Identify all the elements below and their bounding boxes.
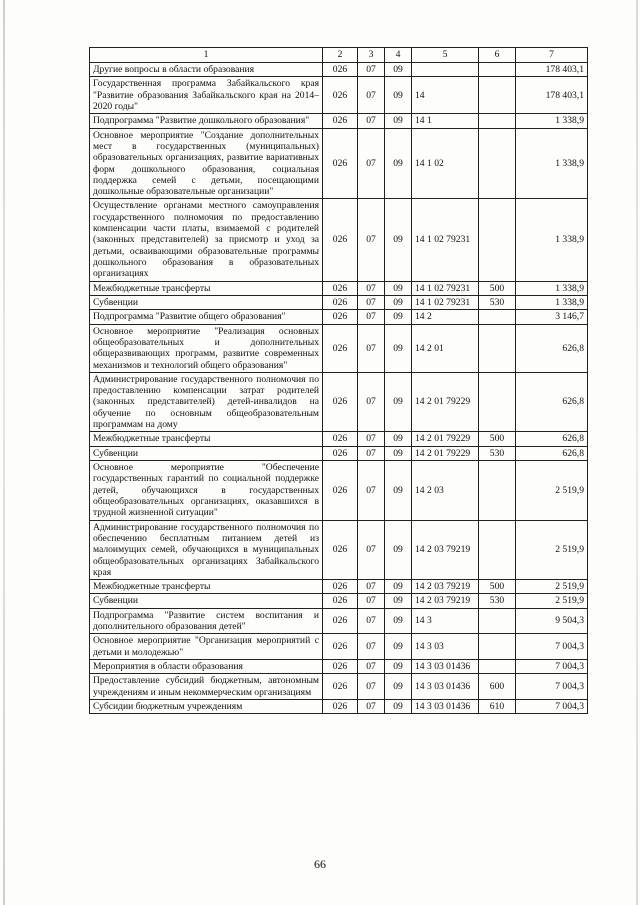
- table-row: [90, 699, 588, 713]
- subsection-code-cell: 09: [385, 281, 412, 295]
- expense-type-cell: 530: [479, 295, 516, 309]
- grbs-code-cell: 026: [323, 114, 358, 128]
- table-row: [90, 520, 588, 580]
- grbs-code-cell: 026: [323, 699, 358, 713]
- section-code-cell: 07: [358, 520, 385, 580]
- table-row: [90, 63, 588, 77]
- section-code-cell: 07: [358, 114, 385, 128]
- grbs-code-cell: 026: [323, 660, 358, 674]
- target-article-cell: 14 2 03 79219: [412, 594, 479, 608]
- row-name-cell: Государственная программа Забайкальского края "Развитие образования Забайкальского края на 2014–2020 годы": [90, 77, 323, 114]
- table-row: [90, 310, 588, 324]
- grbs-code-cell: 026: [323, 634, 358, 660]
- grbs-code-cell: 026: [323, 461, 358, 521]
- row-name-cell: Основное мероприятие "Организация мероприятий с детьми и молодежью": [90, 634, 323, 660]
- grbs-code-cell: 026: [323, 432, 358, 446]
- row-name-cell: Субвенции: [90, 594, 323, 608]
- section-code-cell: 07: [358, 281, 385, 295]
- expense-type-cell: [479, 372, 516, 432]
- table-row: [90, 372, 588, 432]
- column-number-5: 5: [412, 48, 479, 63]
- amount-cell: 1 338,9: [516, 114, 588, 128]
- section-code-cell: 07: [358, 580, 385, 594]
- amount-cell: 2 519,9: [516, 594, 588, 608]
- page-number: 66: [314, 857, 326, 871]
- amount-cell: 1 338,9: [516, 295, 588, 309]
- scan-edge-right: [636, 0, 638, 905]
- table-row: [90, 281, 588, 295]
- column-number-6: 6: [479, 48, 516, 63]
- row-name-cell: Подпрограмма "Развитие общего образования": [90, 310, 323, 324]
- expense-type-cell: [479, 520, 516, 580]
- subsection-code-cell: 09: [385, 310, 412, 324]
- subsection-code-cell: 09: [385, 461, 412, 521]
- row-name-cell: Подпрограмма "Развитие систем воспитания и дополнительного образования детей": [90, 608, 323, 634]
- expense-type-cell: [479, 114, 516, 128]
- expense-type-cell: [479, 199, 516, 281]
- amount-cell: 3 146,7: [516, 310, 588, 324]
- expense-type-cell: 530: [479, 446, 516, 460]
- section-code-cell: 07: [358, 446, 385, 460]
- table-row: [90, 199, 588, 281]
- row-name-cell: Мероприятия в области образования: [90, 660, 323, 674]
- section-code-cell: 07: [358, 295, 385, 309]
- table-row: [90, 634, 588, 660]
- subsection-code-cell: 09: [385, 660, 412, 674]
- grbs-code-cell: 026: [323, 594, 358, 608]
- grbs-code-cell: 026: [323, 199, 358, 281]
- section-code-cell: 07: [358, 128, 385, 199]
- row-name-cell: Администрирование государственного полномочия по обеспечению бесплатным питанием детей из малоимущих семей, обучающихся в муниципальных общеобразовательных организациях Забайкальского края: [90, 520, 323, 580]
- subsection-code-cell: 09: [385, 608, 412, 634]
- grbs-code-cell: 026: [323, 446, 358, 460]
- row-name-cell: Осуществление органами местного самоуправления государственного полномочия по предоставлению компенсации части платы, взимаемой с родителей (законных представителей) за присмотр и уход за детьми, осваивающими образовательные программы дошкольного образования в образовательных организациях: [90, 199, 323, 281]
- table-row: [90, 432, 588, 446]
- row-name-cell: Субсидии бюджетным учреждениям: [90, 699, 323, 713]
- table-row: [90, 446, 588, 460]
- amount-cell: 178 403,1: [516, 77, 588, 114]
- column-number-7: 7: [516, 48, 588, 63]
- target-article-cell: 14 2 03: [412, 461, 479, 521]
- target-article-cell: 14 2 01 79229: [412, 372, 479, 432]
- section-code-cell: 07: [358, 199, 385, 281]
- section-code-cell: 07: [358, 608, 385, 634]
- row-name-cell: Межбюджетные трансферты: [90, 580, 323, 594]
- expense-type-cell: 600: [479, 674, 516, 700]
- row-name-cell: Субвенции: [90, 446, 323, 460]
- amount-cell: 178 403,1: [516, 63, 588, 77]
- amount-cell: 1 338,9: [516, 199, 588, 281]
- grbs-code-cell: 026: [323, 608, 358, 634]
- expense-type-cell: 500: [479, 281, 516, 295]
- table-row: [90, 461, 588, 521]
- section-code-cell: 07: [358, 660, 385, 674]
- expense-type-cell: [479, 461, 516, 521]
- section-code-cell: 07: [358, 324, 385, 372]
- section-code-cell: 07: [358, 310, 385, 324]
- target-article-cell: 14: [412, 77, 479, 114]
- subsection-code-cell: 09: [385, 432, 412, 446]
- target-article-cell: 14 1 02 79231: [412, 295, 479, 309]
- subsection-code-cell: 09: [385, 580, 412, 594]
- expense-type-cell: [479, 63, 516, 77]
- grbs-code-cell: 026: [323, 674, 358, 700]
- column-number-4: 4: [385, 48, 412, 63]
- target-article-cell: 14 2 03 79219: [412, 580, 479, 594]
- amount-cell: 2 519,9: [516, 580, 588, 594]
- section-code-cell: 07: [358, 63, 385, 77]
- expense-type-cell: [479, 310, 516, 324]
- subsection-code-cell: 09: [385, 520, 412, 580]
- target-article-cell: 14 1 02: [412, 128, 479, 199]
- section-code-cell: 07: [358, 699, 385, 713]
- grbs-code-cell: 026: [323, 295, 358, 309]
- table-row: [90, 594, 588, 608]
- target-article-cell: 14 1 02 79231: [412, 281, 479, 295]
- column-number-3: 3: [358, 48, 385, 63]
- target-article-cell: 14 1 02 79231: [412, 199, 479, 281]
- amount-cell: 7 004,3: [516, 699, 588, 713]
- table-row: [90, 295, 588, 309]
- expense-type-cell: [479, 128, 516, 199]
- row-name-cell: Основное мероприятие "Обеспечение государственных гарантий по социальной поддержке детей, обучающихся в государственных общеобразовательных организациях, оказавшихся в трудной жизненной ситуации": [90, 461, 323, 521]
- section-code-cell: 07: [358, 634, 385, 660]
- expense-type-cell: [479, 660, 516, 674]
- grbs-code-cell: 026: [323, 310, 358, 324]
- subsection-code-cell: 09: [385, 114, 412, 128]
- section-code-cell: 07: [358, 461, 385, 521]
- target-article-cell: 14 2 01 79229: [412, 432, 479, 446]
- subsection-code-cell: 09: [385, 77, 412, 114]
- amount-cell: 626,8: [516, 324, 588, 372]
- amount-cell: 9 504,3: [516, 608, 588, 634]
- target-article-cell: 14 3 03 01436: [412, 674, 479, 700]
- amount-cell: 626,8: [516, 372, 588, 432]
- row-name-cell: Основное мероприятие "Создание дополнительных мест в государственных (муниципальных) образовательных организациях, развитие вариативных форм дошкольного образования, социальная поддержка семей с детьми, посещающими дошкольные образовательные организации": [90, 128, 323, 199]
- table-row: [90, 580, 588, 594]
- target-article-cell: 14 3 03: [412, 634, 479, 660]
- table-row: [90, 660, 588, 674]
- table-row: [90, 324, 588, 372]
- subsection-code-cell: 09: [385, 674, 412, 700]
- grbs-code-cell: 026: [323, 281, 358, 295]
- budget-table: [89, 47, 588, 714]
- amount-cell: 626,8: [516, 446, 588, 460]
- section-code-cell: 07: [358, 674, 385, 700]
- row-name-cell: Межбюджетные трансферты: [90, 281, 323, 295]
- subsection-code-cell: 09: [385, 63, 412, 77]
- expense-type-cell: [479, 324, 516, 372]
- amount-cell: 7 004,3: [516, 660, 588, 674]
- subsection-code-cell: 09: [385, 699, 412, 713]
- expense-type-cell: [479, 634, 516, 660]
- subsection-code-cell: 09: [385, 324, 412, 372]
- row-name-cell: Основное мероприятие "Реализация основных общеобразовательных и дополнительных общеразвивающих программ, развитие современных механизмов и технологий общего образования": [90, 324, 323, 372]
- scan-edge-left: [3, 0, 5, 905]
- expense-type-cell: 500: [479, 580, 516, 594]
- target-article-cell: 14 2 01: [412, 324, 479, 372]
- section-code-cell: 07: [358, 432, 385, 446]
- expense-type-cell: [479, 77, 516, 114]
- row-name-cell: Межбюджетные трансферты: [90, 432, 323, 446]
- table-row: [90, 77, 588, 114]
- row-name-cell: Администрирование государственного полномочия по предоставлению компенсации затрат родителей (законных представителей) детей-инвалидов на обучение по основным общеобразовательным программам на дому: [90, 372, 323, 432]
- amount-cell: 7 004,3: [516, 634, 588, 660]
- table-header-row: [90, 48, 588, 63]
- target-article-cell: 14 3 03 01436: [412, 699, 479, 713]
- row-name-cell: Субвенции: [90, 295, 323, 309]
- grbs-code-cell: 026: [323, 520, 358, 580]
- expense-type-cell: [479, 608, 516, 634]
- target-article-cell: 14 1: [412, 114, 479, 128]
- table-row: [90, 674, 588, 700]
- amount-cell: 2 519,9: [516, 461, 588, 521]
- subsection-code-cell: 09: [385, 372, 412, 432]
- table-row: [90, 608, 588, 634]
- section-code-cell: 07: [358, 594, 385, 608]
- section-code-cell: 07: [358, 372, 385, 432]
- subsection-code-cell: 09: [385, 634, 412, 660]
- grbs-code-cell: 026: [323, 372, 358, 432]
- table-row: [90, 128, 588, 199]
- subsection-code-cell: 09: [385, 446, 412, 460]
- grbs-code-cell: 026: [323, 77, 358, 114]
- amount-cell: 1 338,9: [516, 128, 588, 199]
- target-article-cell: [412, 63, 479, 77]
- subsection-code-cell: 09: [385, 295, 412, 309]
- expense-type-cell: 500: [479, 432, 516, 446]
- amount-cell: 1 338,9: [516, 281, 588, 295]
- section-code-cell: 07: [358, 77, 385, 114]
- target-article-cell: 14 3 03 01436: [412, 660, 479, 674]
- target-article-cell: 14 2: [412, 310, 479, 324]
- amount-cell: 7 004,3: [516, 674, 588, 700]
- grbs-code-cell: 026: [323, 128, 358, 199]
- subsection-code-cell: 09: [385, 594, 412, 608]
- table-row: [90, 114, 588, 128]
- column-number-2: 2: [323, 48, 358, 63]
- amount-cell: 2 519,9: [516, 520, 588, 580]
- subsection-code-cell: 09: [385, 128, 412, 199]
- column-number-1: 1: [90, 48, 323, 63]
- grbs-code-cell: 026: [323, 324, 358, 372]
- grbs-code-cell: 026: [323, 580, 358, 594]
- amount-cell: 626,8: [516, 432, 588, 446]
- expense-type-cell: 610: [479, 699, 516, 713]
- row-name-cell: Подпрограмма "Развитие дошкольного образования": [90, 114, 323, 128]
- target-article-cell: 14 2 03 79219: [412, 520, 479, 580]
- target-article-cell: 14 2 01 79229: [412, 446, 479, 460]
- row-name-cell: Предоставление субсидий бюджетным, автономным учреждениям и иным некоммерческим организациям: [90, 674, 323, 700]
- grbs-code-cell: 026: [323, 63, 358, 77]
- row-name-cell: Другие вопросы в области образования: [90, 63, 323, 77]
- expense-type-cell: 530: [479, 594, 516, 608]
- subsection-code-cell: 09: [385, 199, 412, 281]
- target-article-cell: 14 3: [412, 608, 479, 634]
